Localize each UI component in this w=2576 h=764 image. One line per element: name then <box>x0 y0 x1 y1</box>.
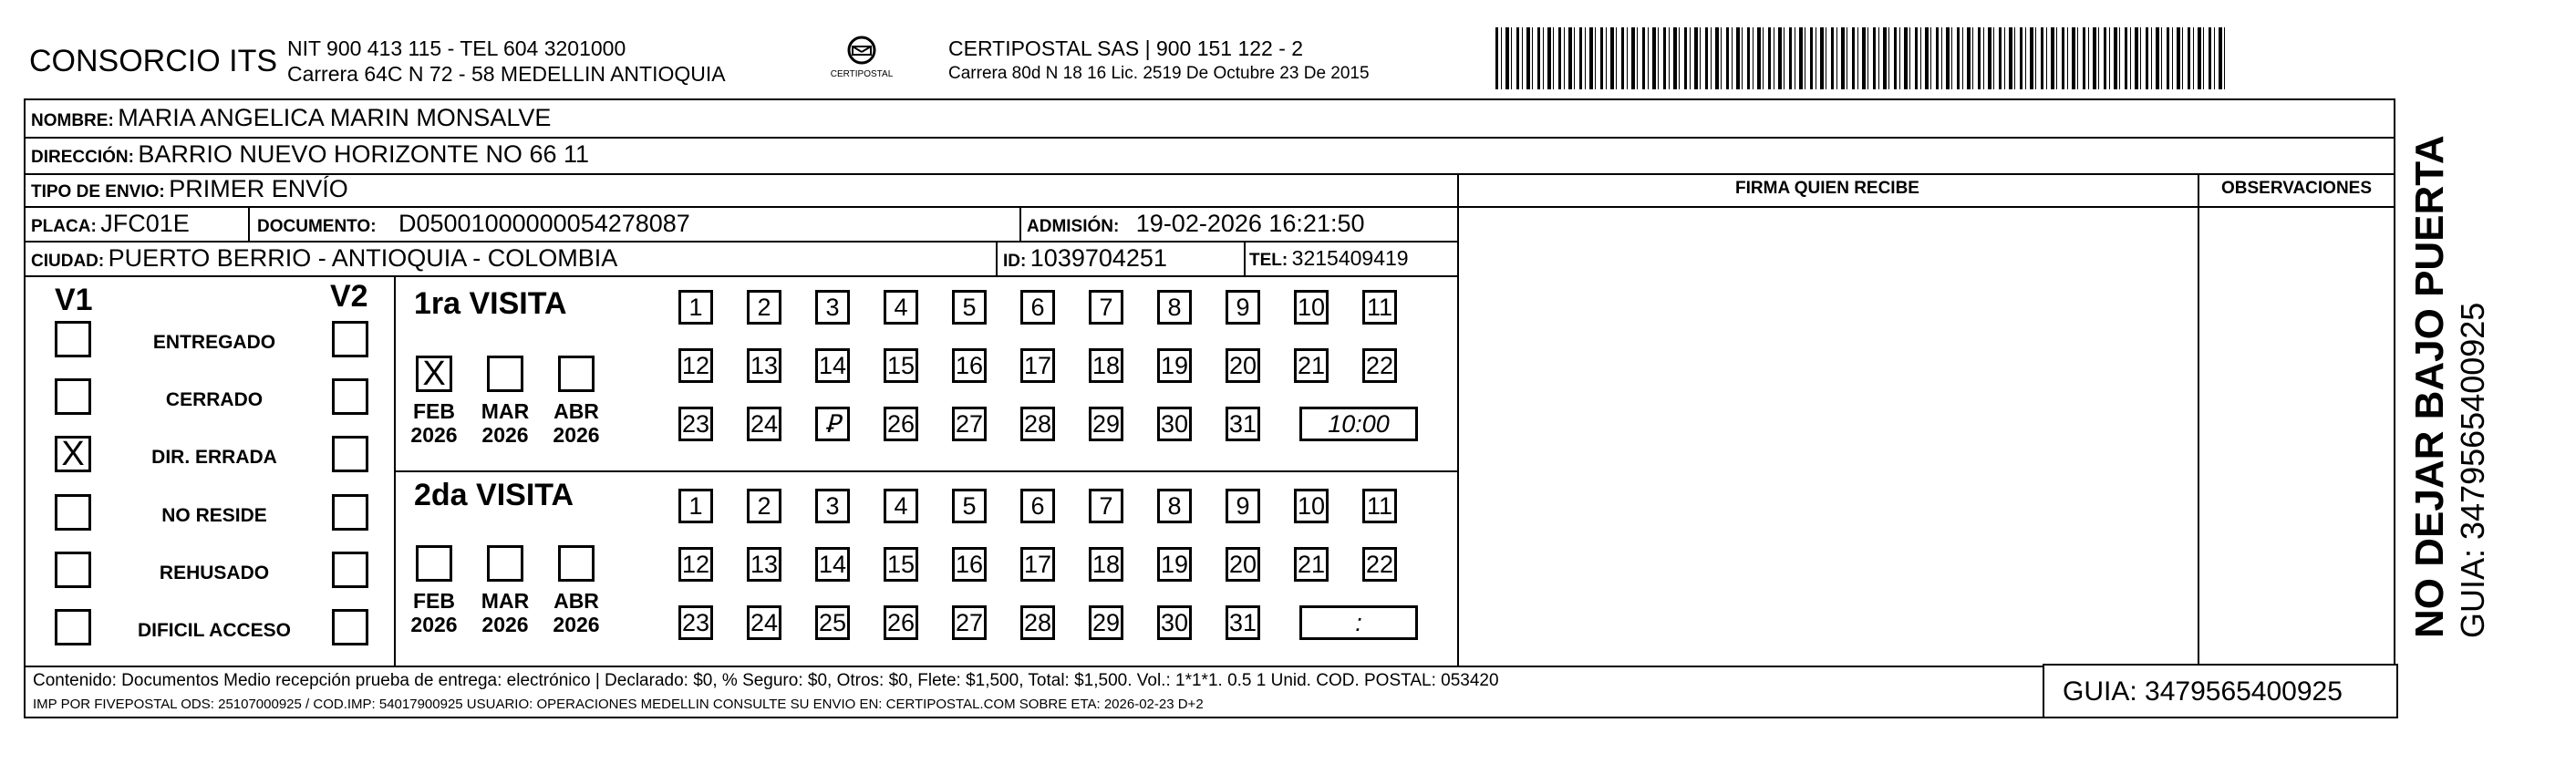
day-2-box[interactable]: 2 <box>747 489 781 523</box>
do-not-leave-notice: NO DEJAR BAJO PUERTA <box>2407 135 2452 638</box>
side-guia-number: GUIA: 3479565400925 <box>2454 302 2491 638</box>
day-15-box[interactable]: 15 <box>884 348 918 383</box>
day-28-box[interactable]: 28 <box>1020 407 1055 441</box>
status-option-label: NO RESIDE <box>161 505 267 526</box>
v2-checkbox[interactable] <box>332 552 368 588</box>
month-year: 2026 <box>410 613 458 636</box>
month-checkbox[interactable] <box>558 545 595 582</box>
day-12-box[interactable]: 12 <box>678 348 713 383</box>
day-6-box[interactable]: 6 <box>1020 290 1055 325</box>
month-checkbox[interactable] <box>558 356 595 392</box>
day-26-box[interactable]: 26 <box>884 407 918 441</box>
day-17-box[interactable]: 17 <box>1020 348 1055 383</box>
shipment-contents: Contenido: Documentos Medio recepción prueba de entrega: electrónico | Declarado: $0, % Seguro: $0, Otros: $0, Flete: $1,500, Total: $1,500. Vol.: 1*1*1. 0.5 1 Unid. COD. POSTAL: 053420 <box>33 671 1499 690</box>
tel-label: TEL: <box>1249 251 1288 270</box>
day-30-box[interactable]: 30 <box>1157 605 1192 640</box>
day-27-box[interactable]: 27 <box>952 407 987 441</box>
v1-checkbox[interactable]: X <box>55 436 91 472</box>
status-option-label: ENTREGADO <box>152 332 276 353</box>
guia-number: GUIA: 3479565400925 <box>2063 676 2343 707</box>
v2-checkbox[interactable] <box>332 494 368 531</box>
day-10-box[interactable]: 10 <box>1294 489 1329 523</box>
logo-text: CERTIPOSTAL <box>830 69 894 79</box>
day-24-box[interactable]: 24 <box>747 605 781 640</box>
month-name: MAR <box>481 399 530 423</box>
day-12-box[interactable]: 12 <box>678 547 713 582</box>
status-option-label: CERRADO <box>165 389 264 410</box>
day-5-box[interactable]: 5 <box>952 489 987 523</box>
month-year: 2026 <box>481 423 529 447</box>
day-25-box-marked[interactable]: Ꝑ <box>815 407 850 441</box>
day-14-box[interactable]: 14 <box>815 348 850 383</box>
admission-datetime: 19-02-2026 16:21:50 <box>1135 210 1365 237</box>
courier-info-line1: CERTIPOSTAL SAS | 900 151 122 - 2 <box>948 36 1304 60</box>
month-name: FEB <box>413 399 455 423</box>
day-23-box[interactable]: 23 <box>678 407 713 441</box>
v1-checkbox[interactable] <box>55 494 91 531</box>
day-3-box[interactable]: 3 <box>815 489 850 523</box>
observations-column-header: OBSERVACIONES <box>2220 179 2373 198</box>
signature-column-header: FIRMA QUIEN RECIBE <box>1735 179 1919 198</box>
month-checkbox[interactable]: X <box>416 356 452 392</box>
day-10-box[interactable]: 10 <box>1294 290 1329 325</box>
month-name: MAR <box>481 589 530 613</box>
day-21-box[interactable]: 21 <box>1294 348 1329 383</box>
city: PUERTO BERRIO - ANTIOQUIA - COLOMBIA <box>108 244 618 272</box>
day-5-box[interactable]: 5 <box>952 290 987 325</box>
status-option-label: REHUSADO <box>159 563 270 583</box>
day-18-box[interactable]: 18 <box>1089 547 1123 582</box>
day-7-box[interactable]: 7 <box>1089 290 1123 325</box>
month-year: 2026 <box>410 423 458 447</box>
v2-checkbox[interactable] <box>332 378 368 415</box>
day-26-box[interactable]: 26 <box>884 605 918 640</box>
visit-time-box[interactable]: : <box>1299 605 1418 640</box>
side-notice-block <box>2407 91 2535 638</box>
day-19-box[interactable]: 19 <box>1157 547 1192 582</box>
day-21-box[interactable]: 21 <box>1294 547 1329 582</box>
day-13-box[interactable]: 13 <box>747 547 781 582</box>
month-name: FEB <box>413 589 455 613</box>
day-8-box[interactable]: 8 <box>1157 290 1192 325</box>
company-name: CONSORCIO ITS <box>29 44 278 78</box>
month-year: 2026 <box>553 613 600 636</box>
shipping-type-label: TIPO DE ENVIO: <box>31 182 165 201</box>
month-name: ABR <box>553 399 599 423</box>
courier-info-line2: Carrera 80d N 18 16 Lic. 2519 De Octubre 23 De 2015 <box>948 64 1370 83</box>
v1-checkbox[interactable] <box>55 321 91 357</box>
day-15-box[interactable]: 15 <box>884 547 918 582</box>
day-23-box[interactable]: 23 <box>678 605 713 640</box>
day-4-box[interactable]: 4 <box>884 489 918 523</box>
day-28-box[interactable]: 28 <box>1020 605 1055 640</box>
status-option-label: DIFICIL ACCESO <box>137 620 291 641</box>
day-2-box[interactable]: 2 <box>747 290 781 325</box>
company-info-line1: NIT 900 413 115 - TEL 604 3201000 <box>287 36 626 60</box>
day-16-box[interactable]: 16 <box>952 348 987 383</box>
day-8-box[interactable]: 8 <box>1157 489 1192 523</box>
day-31-box[interactable]: 31 <box>1226 605 1260 640</box>
recipient-name: MARIA ANGELICA MARIN MONSALVE <box>118 104 552 131</box>
day-4-box[interactable]: 4 <box>884 290 918 325</box>
barcode <box>1495 27 2225 89</box>
print-info: IMP POR FIVEPOSTAL ODS: 25107000925 / COD.IMP: 54017900925 USUARIO: OPERACIONES MEDELLIN CONSULTE SU ENVIO EN: CERTIPOSTAL.COM SOBRE ETA: 2026-02-23 D+2 <box>33 697 1204 712</box>
month-year: 2026 <box>481 613 529 636</box>
day-24-box[interactable]: 24 <box>747 407 781 441</box>
day-1-box[interactable]: 1 <box>678 489 713 523</box>
day-9-box[interactable]: 9 <box>1226 290 1260 325</box>
day-3-box[interactable]: 3 <box>815 290 850 325</box>
v1-checkbox[interactable] <box>55 552 91 588</box>
company-info-line2: Carrera 64C N 72 - 58 MEDELLIN ANTIOQUIA <box>287 62 726 86</box>
day-11-box[interactable]: 11 <box>1362 489 1397 523</box>
v1-checkbox[interactable] <box>55 378 91 415</box>
day-14-box[interactable]: 14 <box>815 547 850 582</box>
day-30-box[interactable]: 30 <box>1157 407 1192 441</box>
day-27-box[interactable]: 27 <box>952 605 987 640</box>
month-checkbox[interactable] <box>487 356 523 392</box>
plate-label: PLACA: <box>31 217 97 236</box>
day-22-box[interactable]: 22 <box>1362 547 1397 582</box>
month-checkbox[interactable] <box>487 545 523 582</box>
month-name: ABR <box>553 589 599 613</box>
name-label: NOMBRE: <box>31 111 114 130</box>
month-checkbox[interactable] <box>416 545 452 582</box>
v2-checkbox[interactable] <box>332 436 368 472</box>
day-20-box[interactable]: 20 <box>1226 547 1260 582</box>
shipping-type: PRIMER ENVÍO <box>169 175 348 202</box>
visit1-title: 1ra VISITA <box>414 286 567 321</box>
day-9-box[interactable]: 9 <box>1226 489 1260 523</box>
v2-checkbox[interactable] <box>332 321 368 357</box>
visit2-title: 2da VISITA <box>414 478 574 512</box>
day-18-box[interactable]: 18 <box>1089 348 1123 383</box>
day-1-box[interactable]: 1 <box>678 290 713 325</box>
day-6-box[interactable]: 6 <box>1020 489 1055 523</box>
city-label: CIUDAD: <box>31 252 105 271</box>
v2-header: V2 <box>330 279 368 314</box>
day-31-box[interactable]: 31 <box>1226 407 1260 441</box>
day-20-box[interactable]: 20 <box>1226 348 1260 383</box>
day-13-box[interactable]: 13 <box>747 348 781 383</box>
day-29-box[interactable]: 29 <box>1089 407 1123 441</box>
v2-checkbox[interactable] <box>332 609 368 645</box>
admission-label: ADMISIÓN: <box>1027 217 1120 236</box>
document-label: DOCUMENTO: <box>257 217 377 236</box>
day-19-box[interactable]: 19 <box>1157 348 1192 383</box>
document-number: D05001000000054278087 <box>398 210 690 237</box>
day-11-box[interactable]: 11 <box>1362 290 1397 325</box>
day-29-box[interactable]: 29 <box>1089 605 1123 640</box>
visit-time-box[interactable]: 10:00 <box>1299 407 1418 441</box>
recipient-tel: 3215409419 <box>1291 246 1409 270</box>
v1-header: V1 <box>55 283 93 317</box>
status-option-label: DIR. ERRADA <box>151 447 277 468</box>
day-25-box[interactable]: 25 <box>815 605 850 640</box>
plate: JFC01E <box>100 210 190 237</box>
day-22-box[interactable]: 22 <box>1362 348 1397 383</box>
id-label: ID: <box>1003 252 1027 271</box>
recipient-id: 1039704251 <box>1029 244 1167 272</box>
address-label: DIRECCIÓN: <box>31 148 134 167</box>
day-16-box[interactable]: 16 <box>952 547 987 582</box>
recipient-address: BARRIO NUEVO HORIZONTE NO 66 11 <box>138 140 590 168</box>
day-7-box[interactable]: 7 <box>1089 489 1123 523</box>
v1-checkbox[interactable] <box>55 609 91 645</box>
month-year: 2026 <box>553 423 600 447</box>
day-17-box[interactable]: 17 <box>1020 547 1055 582</box>
certipostal-logo <box>830 35 894 88</box>
